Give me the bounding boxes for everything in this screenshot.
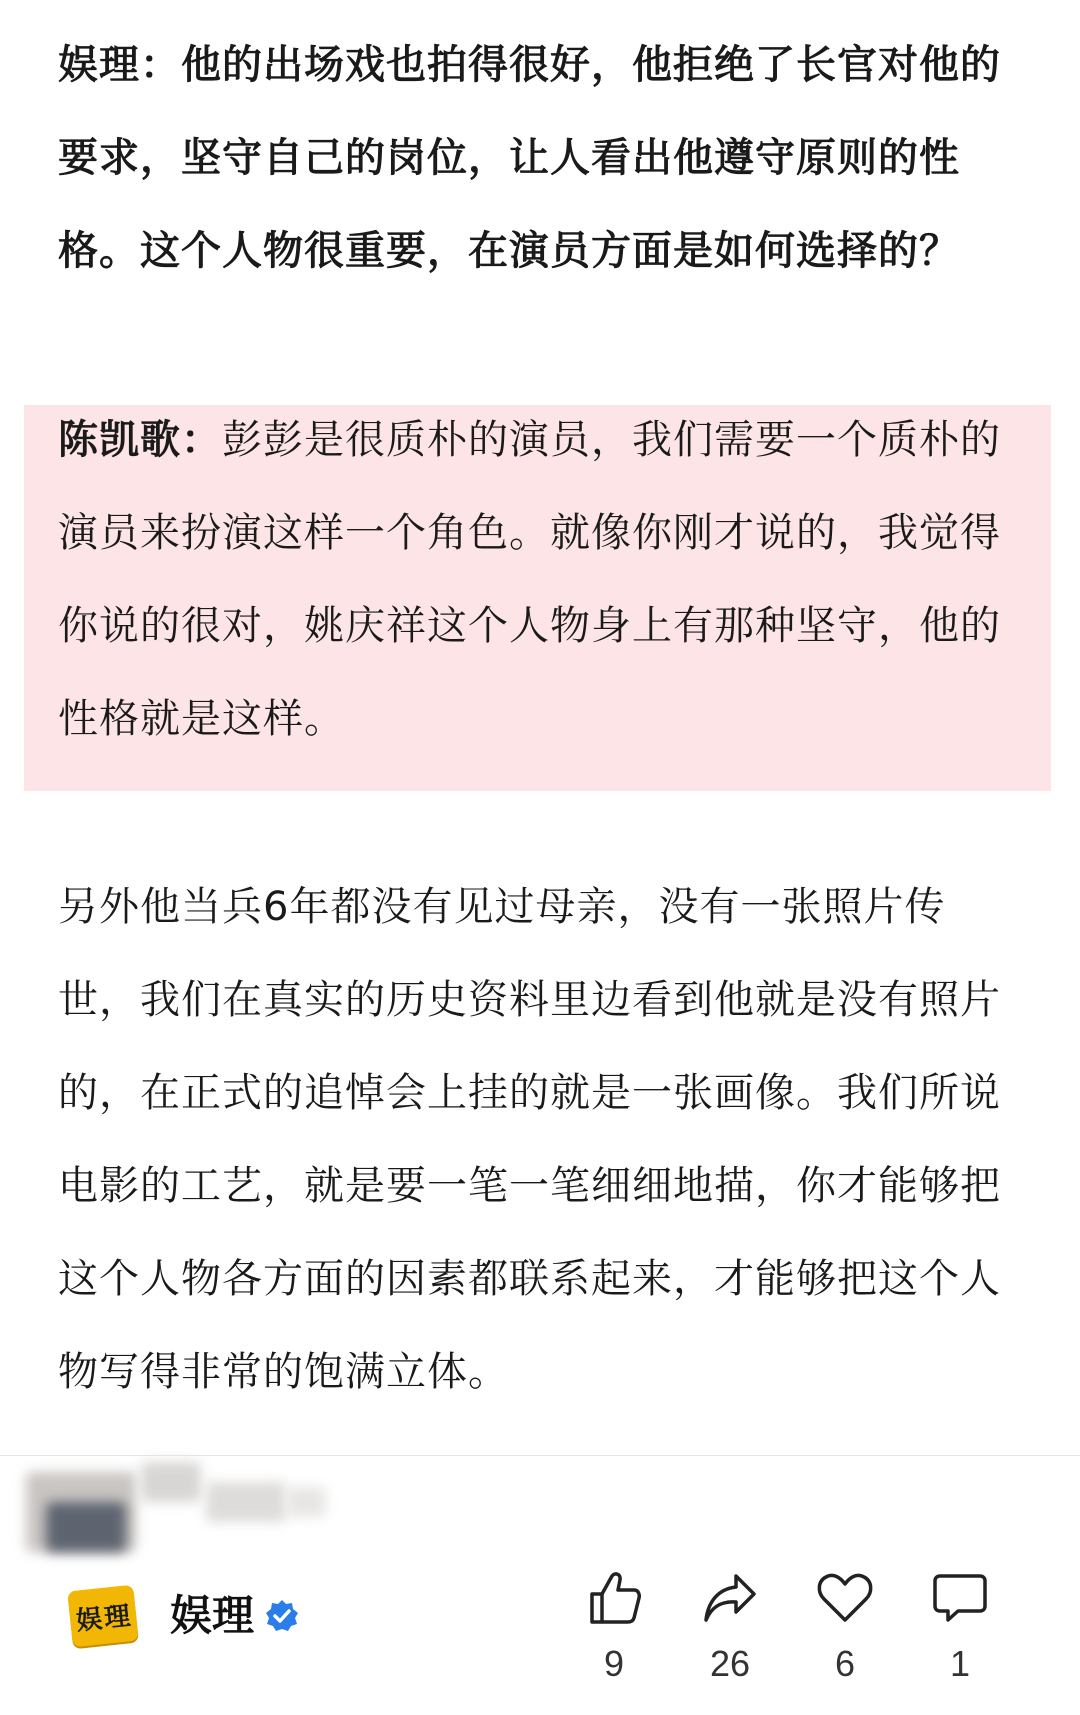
- account-name[interactable]: 娱理: [170, 1591, 255, 1640]
- like-count: 9: [603, 1643, 625, 1684]
- post-footer: [0, 1560, 1080, 1715]
- logo-char-1: 娱: [74, 1603, 104, 1637]
- comment-button[interactable]: [920, 1568, 1000, 1708]
- logo-char-2: 理: [102, 1600, 132, 1634]
- heart-icon: [815, 1568, 875, 1628]
- divider: [0, 1455, 1080, 1456]
- answer-text: 彭彭是很质朴的演员，我们需要一个质朴的演员来扮演这样一个角色。就像你刚才说的，我觉得你说的很对，姚庆祥这个人物身上有那种坚守，他的性格就是这样。: [58, 417, 1001, 742]
- verified-badge-icon: [264, 1598, 300, 1634]
- repost-count: 26: [709, 1643, 751, 1684]
- interview-question: 娱理：他的出场戏也拍得很好，他拒绝了长官对他的要求，坚守自己的岗位，让人看出他遵守原则的性格。这个人物很重要，在演员方面是如何选择的？: [58, 42, 1001, 274]
- blurred-image-region: [26, 1462, 346, 1562]
- comment-count: 1: [949, 1643, 971, 1684]
- repost-button[interactable]: [690, 1568, 770, 1708]
- like-button[interactable]: [574, 1568, 654, 1708]
- share-arrow-icon: [700, 1568, 760, 1628]
- favorite-count: 6: [834, 1643, 856, 1684]
- interview-answer: [58, 394, 1018, 766]
- favorite-button[interactable]: [805, 1568, 885, 1708]
- article-paragraph: 另外他当兵6年都没有见过母亲，没有一张照片传世，我们在真实的历史资料里边看到他就是没有照片的，在正式的追悼会上挂的就是一张画像。我们所说电影的工艺，就是要一笔一笔细细地描，你才能够把这个人物各方面的因素都联系起来，才能够把这个人物写得非常的饱满立体。: [58, 884, 1001, 1395]
- thumbs-up-icon: [584, 1568, 644, 1628]
- speech-bubble-icon: [930, 1568, 990, 1628]
- account-logo[interactable]: [67, 1585, 138, 1648]
- answer-speaker: 陈凯歌：: [58, 417, 222, 463]
